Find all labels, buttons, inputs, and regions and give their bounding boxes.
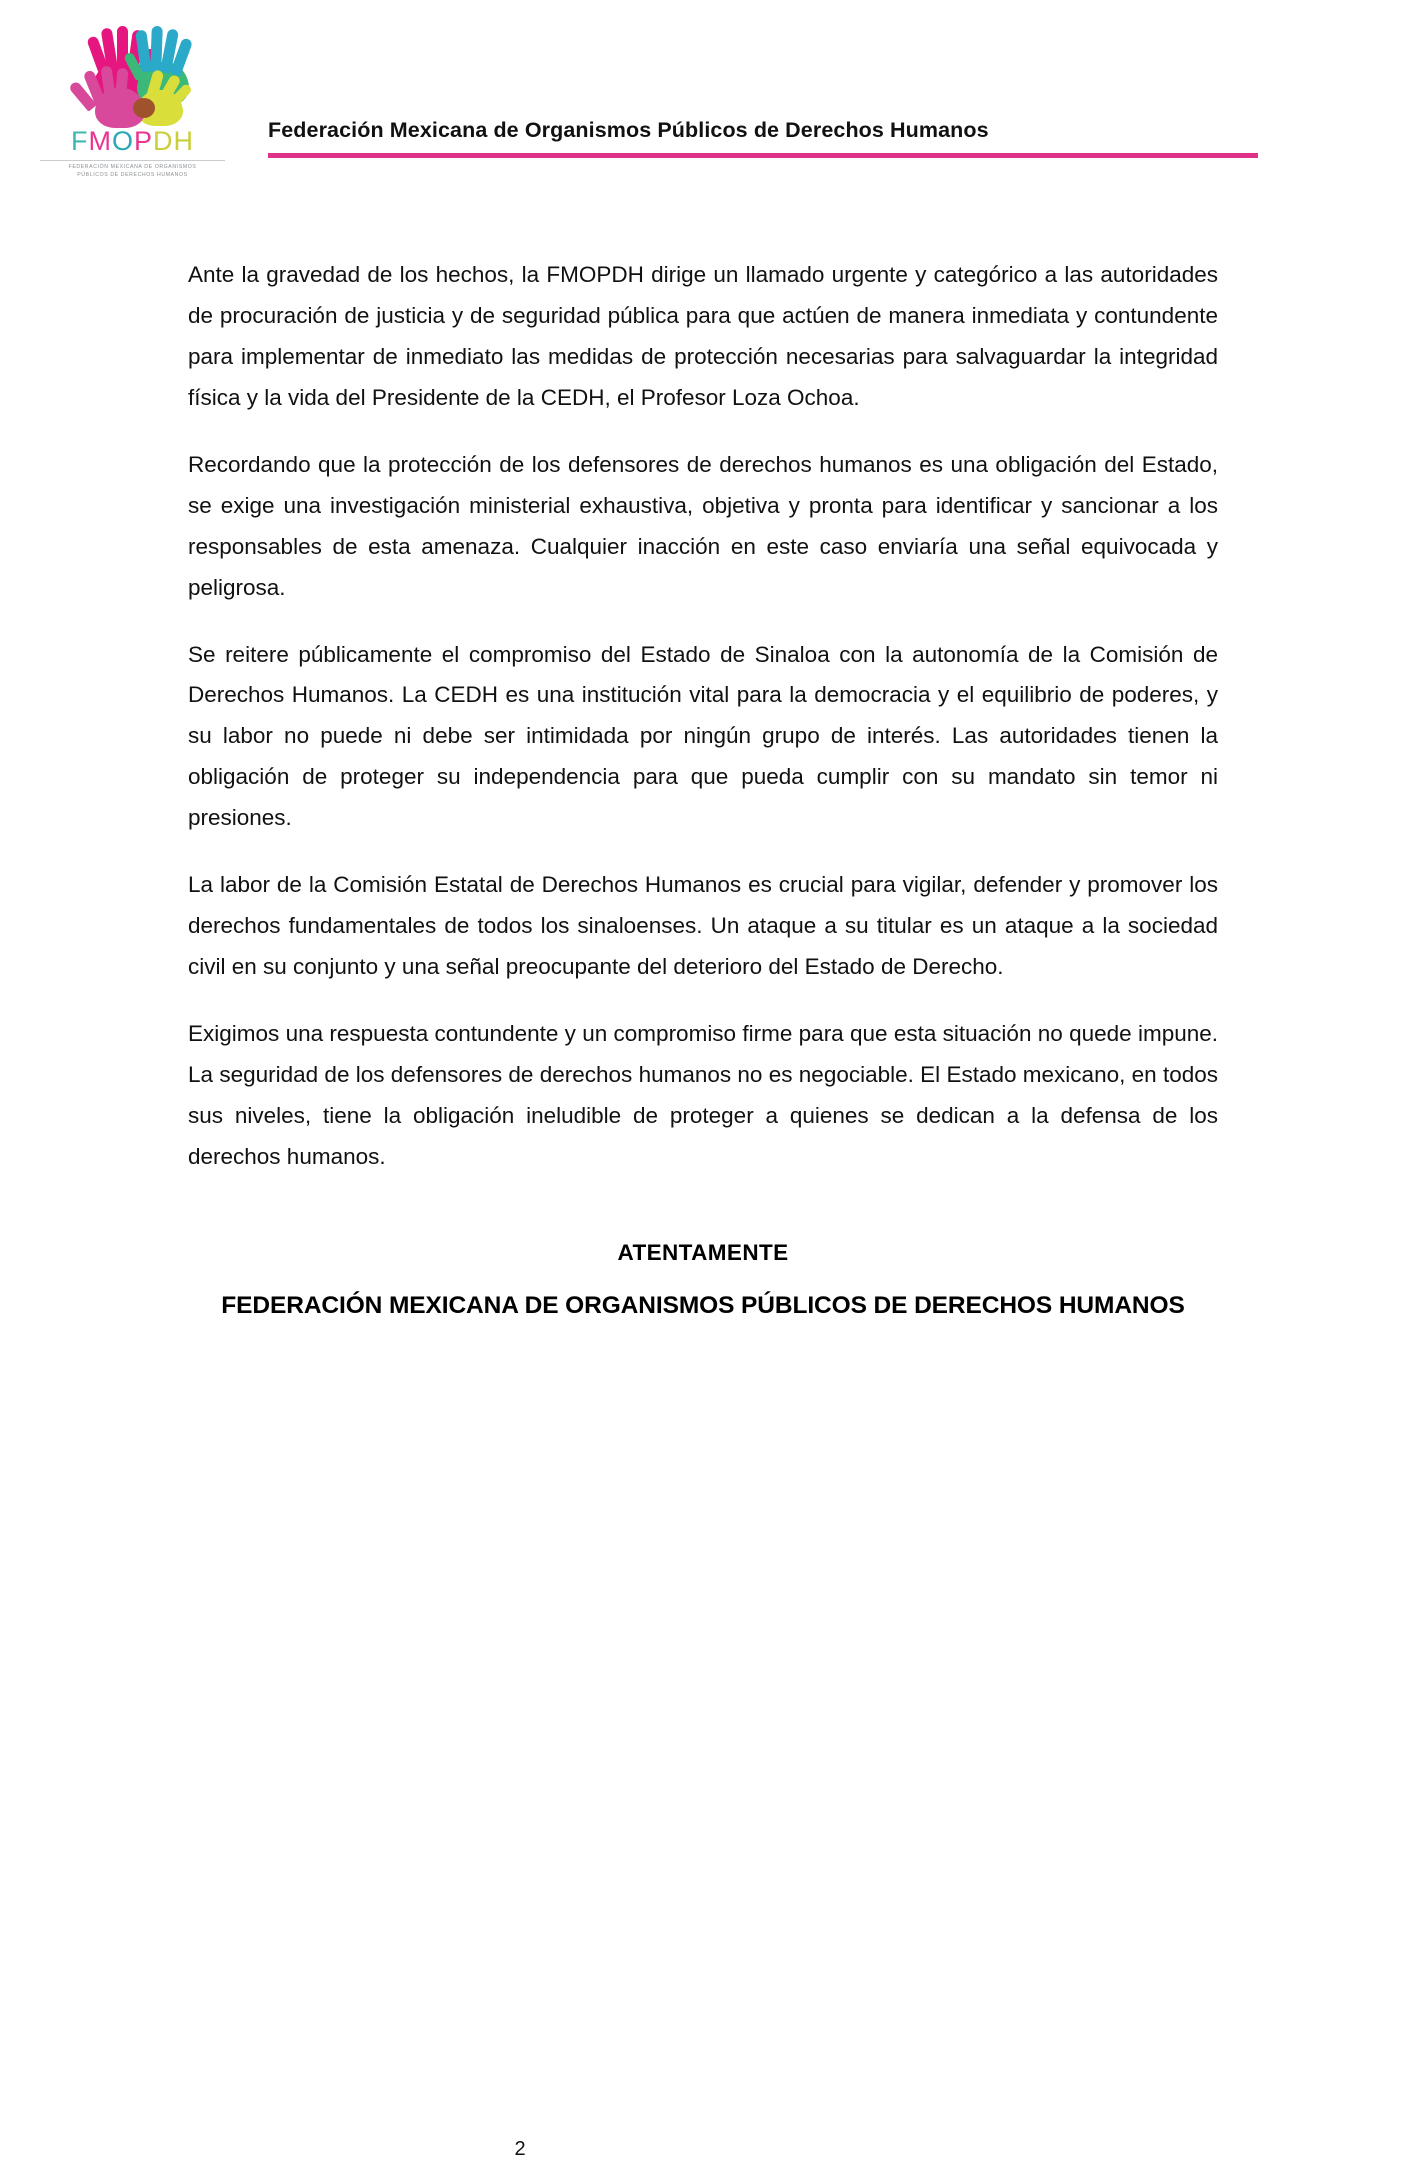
handprints-icon	[45, 18, 220, 136]
logo-tagline-line-2: PÚBLICOS DE DERECHOS HUMANOS	[77, 171, 188, 178]
body-paragraph-2: Recordando que la protección de los defensores de derechos humanos es una obligación del Estado, se exige una investigación ministerial exhaustiva, objetiva y pronta para identificar y sancionar a los responsables de esta amenaza. Cualquier inacción en este caso enviaría una señal equivocada y peligrosa.	[188, 451, 1218, 600]
logo-tagline	[40, 160, 225, 180]
logo-letter-h: H	[173, 126, 195, 156]
header-divider	[268, 153, 1258, 158]
signature-block	[188, 1240, 1218, 1320]
logo-letter-p: P	[134, 126, 154, 156]
logo-acronym	[40, 128, 225, 155]
logo-letter-m: M	[88, 126, 112, 156]
body-paragraph-1: Ante la gravedad de los hechos, la FMOPDH dirige un llamado urgente y categórico a las autoridades de procuración de justicia y de seguridad pública para que actúen de manera inmediata y contundente para implementar de inmediato las medidas de protección necesarias para salvaguardar la integridad física y la vida del Presidente de la CEDH, el Profesor Loza Ochoa.	[188, 262, 1218, 410]
hand-brown-palm	[133, 98, 155, 118]
logo-letter-d: D	[153, 126, 174, 156]
body-paragraph-3: Se reitere públicamente el compromiso del Estado de Sinaloa con la autonomía de la Comisión de Derechos Humanos. La CEDH es una institución vital para la democracia y el equilibrio de poderes, y su labor no puede ni debe ser intimidada por ningún grupo de interés. Las autoridades tienen la obligación de proteger su independencia para que pueda cumplir con su mandato sin temor ni presiones.	[188, 641, 1218, 831]
page-title: Federación Mexicana de Organismos Públicos de Derechos Humanos	[268, 118, 989, 142]
hand-magenta-finger-3	[117, 26, 128, 72]
header-title-block	[268, 118, 1248, 158]
body-paragraph-4: La labor de la Comisión Estatal de Derechos Humanos es crucial para vigilar, defender y promover los derechos fundamentales de todos los sinaloenses. Un ataque a su titular es un ataque a la sociedad civil en su conjunto y una señal preocupante del deterioro del Estado de Derecho.	[188, 872, 1218, 980]
signature-closing: ATENTAMENTE	[617, 1239, 789, 1265]
logo-tagline-line-1: FEDERACIÓN MEXICANA DE ORGANISMOS	[68, 164, 197, 170]
document-body	[0, 200, 1406, 2160]
logo-letter-f: F	[70, 126, 89, 156]
signature-organization: FEDERACIÓN MEXICANA DE ORGANISMOS PÚBLICOS DE DERECHOS HUMANOS	[221, 1291, 1185, 1319]
fmopdh-logo	[40, 18, 225, 193]
page-header	[0, 0, 1406, 200]
logo-letter-o: O	[111, 126, 134, 156]
body-paragraph-5: Exigimos una respuesta contundente y un compromiso firme para que esta situación no quede impune. La seguridad de los defensores de derechos humanos no es negociable. El Estado mexicano, en todos sus niveles, tiene la obligación ineludible de proteger a quienes se dedican a la defensa de los derechos humanos.	[188, 1021, 1218, 1169]
page-number: 2	[514, 2138, 526, 2160]
